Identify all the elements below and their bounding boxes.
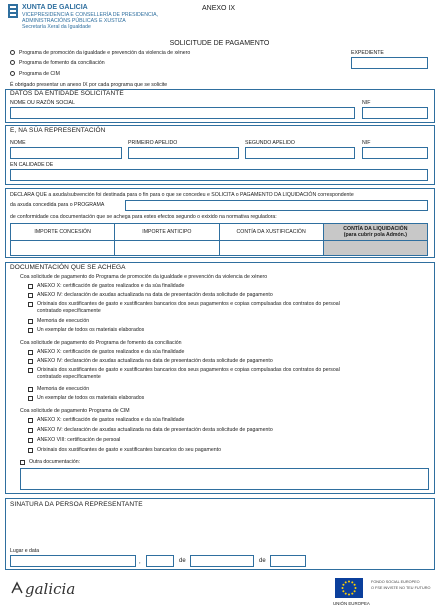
month-field[interactable] — [190, 555, 254, 567]
entity-nif-label: NIF — [362, 100, 371, 106]
amounts-table — [10, 223, 428, 256]
place-field[interactable] — [10, 555, 136, 567]
fund-line-2: O FSE INVISTE NO TEU FUTURO — [371, 586, 431, 590]
rep-nif-label: NIF — [362, 140, 371, 146]
org-sub2: ADMINISTRACIÓNS PÚBLICAS E XUSTIZA — [22, 18, 126, 24]
rep-nome-field[interactable] — [10, 147, 122, 159]
contia-xustificacion-field[interactable] — [219, 241, 323, 256]
col-contia-liquidacion: CONTÍA DA LIQUIDACIÓN (para cubrir pola Admón.) — [323, 224, 427, 241]
declaration-text-1: DECLARA QUE a axuda/subvención foi destinada para o fin para o que se concedeu e SOLICITA o PAGAMENTO DA LIQUIDACIÓN correspondente — [10, 192, 354, 198]
rep-apelido2-label: SEGUNDO APELIDO — [245, 140, 295, 146]
rep-calidade-label: EN CALIDADE DE — [10, 162, 54, 168]
col-importe-anticipo: IMPORTE ANTICIPO — [115, 224, 219, 241]
rep-calidade-field[interactable] — [10, 169, 428, 181]
other-doc-label: Outra documentación: — [29, 459, 81, 465]
galicia-logo: galicia — [25, 580, 76, 598]
doc-g3-item-3: ANEXO VIII: certificación de persoal — [37, 437, 121, 443]
declaration-text-3: de conformidade coa documentación que se achega para estes efectos segundo o exixido na normativa reguladora: — [10, 214, 277, 220]
doc-g1-item-2: ANEXO IV: declaración de axudas actualizada na data de presentación desta solicitude de pagamento — [37, 292, 273, 298]
doc-g1-item-4: Memoria de execución — [37, 318, 90, 324]
doc-g2-item-5: Un exemplar de todos os materiais elaborados — [37, 395, 145, 401]
doc-g2-item-3: Orixinais dos xustificantes de gasto e xustificantes bancarios dos seus pagamentos e copias compulsadas dos contratos do persoal — [37, 367, 340, 373]
importe-concesion-field[interactable] — [11, 241, 115, 256]
declaration-text-2: da axuda concedida para o PROGRAMA — [10, 202, 105, 208]
expediente-field[interactable] — [351, 57, 428, 69]
rep-nome-label: NOME — [10, 140, 26, 146]
entity-name-field[interactable] — [10, 107, 355, 119]
rep-apelido1-label: PRIMEIRO APELIDO — [128, 140, 178, 146]
entity-section-title: DATOS DA ENTIDADE SOLICITANTE — [10, 90, 124, 97]
obligation-note: É obrigado presentar un anexo IX por cada programa que se solicite — [10, 82, 168, 88]
doc-g2-item-3-cont: contratado específicamente — [37, 374, 101, 380]
doc-g2-check-2[interactable] — [28, 359, 33, 364]
doc-g2-item-4: Memoria de execución — [37, 386, 90, 392]
annex-label: ANEXO IX — [202, 5, 236, 12]
fund-line-1: FONDO SOCIAL EUROPEO — [371, 580, 420, 584]
entity-nif-field[interactable] — [362, 107, 428, 119]
doc-group-2-title: Coa solicitude de pagamento do Programa de fomento da conciliación — [20, 340, 182, 346]
year-field[interactable] — [270, 555, 306, 567]
doc-g3-check-2[interactable] — [28, 428, 33, 433]
doc-g2-check-3[interactable] — [28, 368, 33, 373]
program-label-3: Programa de CIM — [19, 71, 60, 77]
other-doc-check[interactable] — [20, 460, 25, 465]
col-importe-concesion: IMPORTE CONCESIÓN — [11, 224, 115, 241]
representative-section-title: E, NA SÚA REPRESENTACIÓN — [10, 127, 106, 134]
eu-label: UNIÓN EUROPEA — [333, 601, 370, 606]
doc-g3-check-1[interactable] — [28, 418, 33, 423]
program-label-2: Programa de fomento da conciliación — [19, 60, 105, 66]
importe-anticipo-field[interactable] — [115, 241, 219, 256]
de-label-1: de — [179, 558, 186, 564]
other-doc-field[interactable] — [20, 468, 429, 490]
doc-g1-item-3: Orixinais dos xustificantes de gasto e xustificantes bancarios dos seus pagamentos e copias compulsadas dos contratos do persoal — [37, 301, 340, 307]
contia-liquidacion-field — [323, 241, 427, 256]
doc-g1-check-3[interactable] — [28, 302, 33, 307]
doc-g2-item-1: ANEXO X: certificación de gastos realizados e da súa finalidade — [37, 349, 185, 355]
program-radio-3[interactable] — [10, 71, 15, 76]
documentation-section-title: DOCUMENTACIÓN QUE SE ACHEGA — [10, 264, 126, 271]
doc-group-3-title: Coa solicitude de pagamento Programa de CIM — [20, 408, 130, 414]
place-date-label: Lugar e data — [10, 548, 40, 554]
doc-g2-check-5[interactable] — [28, 396, 33, 401]
doc-g3-item-2: ANEXO IV: declaración de axudas actualizada na data de presentación desta solicitude de pagamento — [37, 427, 273, 433]
de-label-2: de — [259, 558, 266, 564]
doc-g3-item-1: ANEXO X: certificación de gastos realizados e da súa finalidade — [37, 417, 185, 423]
rep-apelido2-field[interactable] — [245, 147, 355, 159]
rep-apelido1-field[interactable] — [128, 147, 239, 159]
org-name: XUNTA DE GALICIA — [22, 4, 88, 11]
doc-group-1-title: Coa solicitude de pagamento do Programa de promoción da igualdade e prevención da violencia de xénero — [20, 274, 268, 280]
signature-section-title: SINATURA DA PERSOA REPRESENTANTE — [10, 501, 143, 508]
program-radio-1[interactable] — [10, 50, 15, 55]
galicia-logo-icon — [10, 581, 24, 595]
doc-g3-check-4[interactable] — [28, 448, 33, 453]
declaration-program-field[interactable] — [125, 200, 428, 211]
comma-separator: , — [139, 559, 141, 565]
program-label-1: Programa de promoción da igualdade e prevención da violencia de xénero — [19, 50, 191, 56]
doc-g1-item-1: ANEXO X: certificación de gastos realizados e da súa finalidade — [37, 283, 185, 289]
org-sub1: VICEPRESIDENCIA E CONSELLERÍA DE PRESIDENCIA, — [22, 12, 159, 18]
entity-name-label: NOME OU RAZÓN SOCIAL — [10, 100, 75, 106]
doc-g2-check-4[interactable] — [28, 387, 33, 392]
doc-g1-check-2[interactable] — [28, 293, 33, 298]
rep-nif-field[interactable] — [362, 147, 428, 159]
page-title: SOLICITUDE DE PAGAMENTO — [169, 40, 270, 47]
org-sub3: Secretaría Xeral da Igualdade — [22, 24, 91, 30]
doc-g1-check-1[interactable] — [28, 284, 33, 289]
doc-g3-item-4: Orixinais dos xustificantes de gasto e xustificantes bancarios do seu pagamento — [37, 447, 221, 453]
doc-g1-check-4[interactable] — [28, 319, 33, 324]
doc-g2-check-1[interactable] — [28, 350, 33, 355]
doc-g1-item-3-cont: contratado específicamente — [37, 308, 101, 314]
expediente-label: EXPEDIENTE — [351, 50, 384, 56]
doc-g2-item-2: ANEXO IV: declaración de axudas actualizada na data de presentación desta solicitude de pagamento — [37, 358, 273, 364]
day-field[interactable] — [146, 555, 174, 567]
col-contia-xustificacion: CONTÍA DA XUSTIFICACIÓN — [219, 224, 323, 241]
program-radio-2[interactable] — [10, 60, 15, 65]
eu-flag-icon — [335, 578, 363, 598]
xunta-logo-icon — [8, 4, 18, 18]
doc-g1-check-5[interactable] — [28, 328, 33, 333]
doc-g3-check-3[interactable] — [28, 438, 33, 443]
doc-g1-item-5: Un exemplar de todos os materiais elaborados — [37, 327, 145, 333]
